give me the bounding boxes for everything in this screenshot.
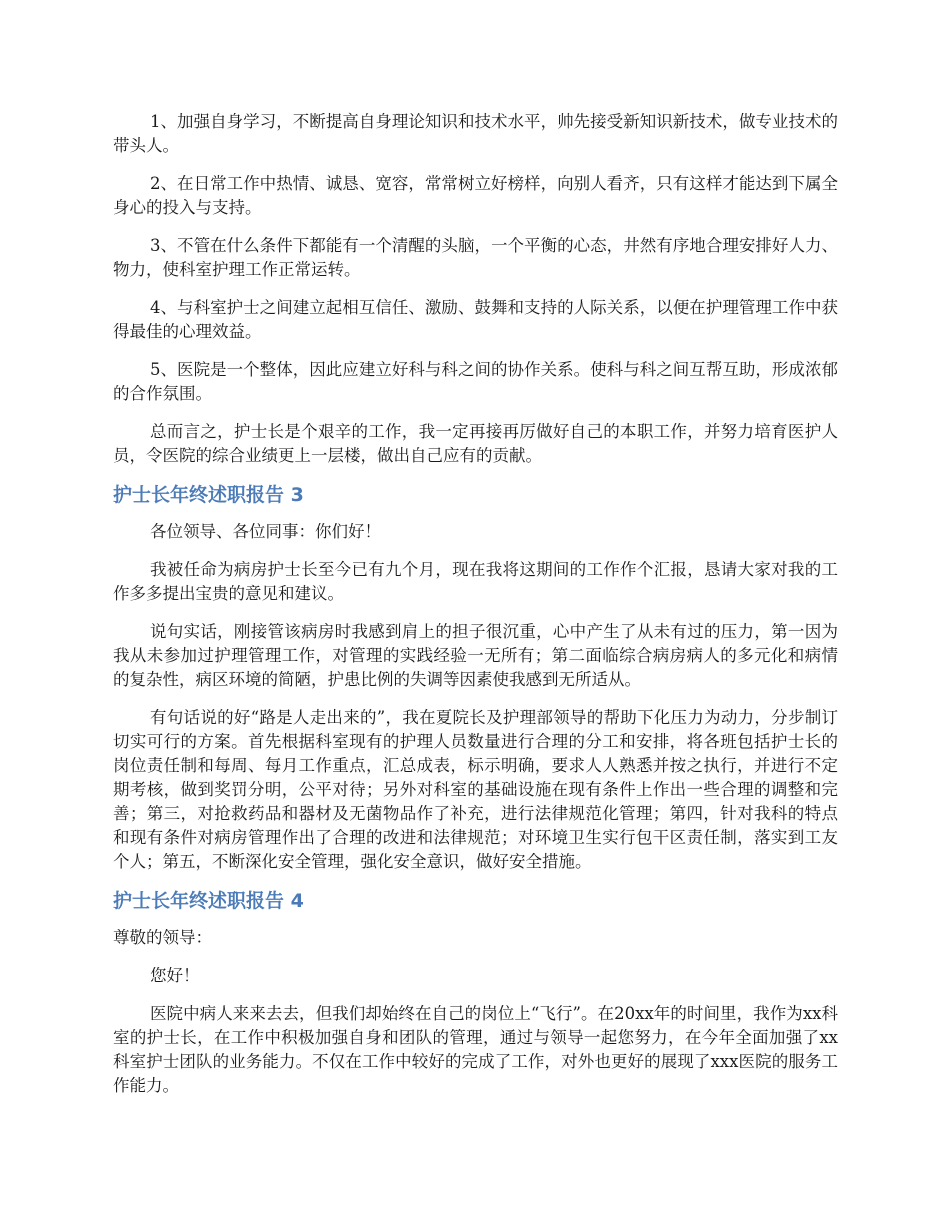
paragraph-conclusion: 总而言之，护士长是个艰辛的工作，我一定再接再厉做好自己的本职工作，并努力培育医护人员，令医院的综合业绩更上一层楼，做出自己应有的贡献。 — [113, 422, 838, 465]
section-3-greeting: 各位领导、各位同事：你们好！ — [150, 522, 381, 541]
paragraph-item-5: 5、医院是一个整体，因此应建立好科与科之间的协作关系。使科与科之间互帮互助，形成浓郁的合作氛围。 — [113, 360, 838, 403]
paragraph-item-4: 4、与科室护士之间建立起相互信任、激励、鼓舞和支持的人际关系，以便在护理管理工作中获得最佳的心理效益。 — [113, 298, 838, 341]
paragraph-item-2: 2、在日常工作中热情、诚恳、宽容，常常树立好榜样，向别人看齐，只有这样才能达到下属全身心的投入与支持。 — [113, 174, 838, 217]
paragraph-item-1: 1、加强自身学习，不断提高自身理论知识和技术水平，帅先接受新知识新技术，做专业技术的带头人。 — [113, 112, 838, 155]
section-4-salutation: 尊敬的领导： — [113, 928, 212, 947]
section-4-title: 护士长年终述职报告 4 — [113, 890, 304, 912]
section-3-paragraph-1: 我被任命为病房护士长至今已有九个月，现在我将这期间的工作作个汇报，恳请大家对我的工作多多提出宝贵的意见和建议。 — [113, 560, 838, 603]
section-3-title: 护士长年终述职报告 3 — [113, 484, 304, 506]
section-3-paragraph-2: 说句实话，刚接管该病房时我感到肩上的担子很沉重，心中产生了从未有过的压力，第一因为我从未参加过护理管理工作，对管理的实践经验一无所有；第二面临综合病房病人的多元化和病情的复杂性，病区环境的简陋，护患比例的失调等因素使我感到无所适从。 — [113, 622, 838, 689]
paragraph-item-3: 3、不管在什么条件下都能有一个清醒的头脑，一个平衡的心态，井然有序地合理安排好人力、物力，使科室护理工作正常运转。 — [113, 236, 838, 279]
section-3-paragraph-3: 有句话说的好“路是人走出来的”，我在夏院长及护理部领导的帮助下化压力为动力，分步制订切实可行的方案。首先根据科室现有的护理人员数量进行合理的分工和安排，将各班包括护士长的岗位责任制和每周、每月工作重点，汇总成表，标示明确，要求人人熟悉并按之执行，并进行不定期考核，做到奖罚分明，公平对待；另外对科室的基础设施在现有条件上作出一些合理的调整和完善；第三，对抢救药品和器材及无菌物品作了补充，进行法律规范化管理；第四，针对我科的特点和现有条件对病房管理作出了合理的改进和法律规范；对环境卫生实行包干区责任制，落实到工友个人；第五，不断深化安全管理，强化安全意识，做好安全措施。 — [113, 708, 838, 871]
section-4-greeting: 您好！ — [150, 966, 200, 985]
section-4-paragraph-1: 医院中病人来来去去，但我们却始终在自己的岗位上“飞行”。在20xx年的时间里，我作为xx科室的护士长，在工作中积极加强自身和团队的管理，通过与领导一起您努力，在今年全面加强了xx科室护士团队的业务能力。不仅在工作中较好的完成了工作，对外也更好的展现了xxx医院的服务工作能力。 — [113, 1004, 838, 1095]
